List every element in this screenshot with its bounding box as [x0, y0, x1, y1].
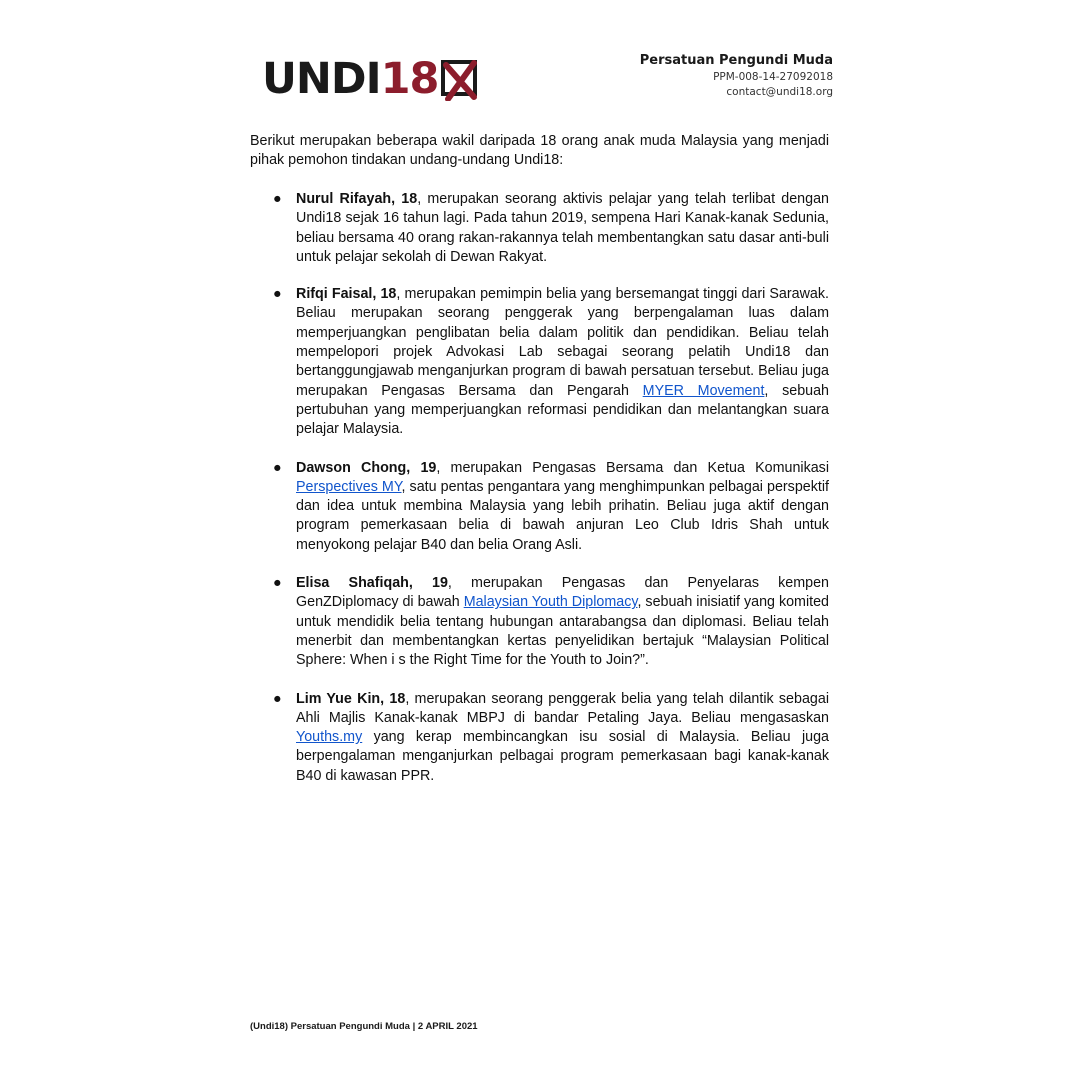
person-description: , merupakan Pengasas dan Penyelaras kempen GenZDiplomacy di bawah	[296, 575, 829, 611]
list-item	[250, 690, 829, 786]
list-item	[250, 190, 829, 267]
bullet-icon: ●	[273, 459, 282, 476]
person-name: Dawson Chong, 19	[296, 459, 437, 476]
person-description: , merupakan pemimpin belia yang bersemangat tinggi dari Sarawak. Beliau merupakan seorang penggerak yang berpengalaman luas dalam memperjuangkan penglibatan belia dalam politik dan pendidikan. Beliau telah mempelopori projek Advokasi Lab sebagai seorang pelatih Undi18 dan bertanggungjawab menganjurkan program di bawah persatuan tersebut. Beliau juga merupakan Pengasas Bersama dan Pengarah	[296, 286, 829, 399]
list-item	[250, 285, 829, 439]
myer-movement-link[interactable]: MYER Movement	[642, 382, 765, 399]
bullet-icon: ●	[273, 690, 282, 707]
page-footer: (Undi18) Persatuan Pengundi Muda | 2 APRIL 2021	[250, 1021, 478, 1032]
person-description-cont: , sebuah pertubuhan yang memperjuangkan reformasi pendidikan dan melantangkan suara pelajar Malaysia.	[296, 382, 829, 438]
intro-paragraph: Berikut merupakan beberapa wakil daripada 18 orang anak muda Malaysia yang menjadi pihak pemohon tindakan undang-undang Undi18:	[250, 133, 829, 169]
org-email: contact@undi18.org	[726, 86, 833, 98]
petitioner-list	[250, 190, 829, 786]
list-item	[250, 574, 829, 670]
youths-my-link[interactable]: Youths.my	[296, 729, 363, 746]
person-description-cont: yang kerap membincangkan isu sosial di Malaysia. Beliau juga berpengalaman menganjurkan pelbagai program pemerkasaan bagi kanak-kanak B40 di kawasan PPR.	[296, 729, 829, 784]
undi18-logo	[262, 54, 480, 104]
person-description-cont: , sebuah inisiatif yang komited untuk mendidik belia tentang hubungan antarabangsa dan diplomasi. Beliau telah menerbit dan membentangkan kertas penyelidikan bertajuk “Malaysian Political Sphere: When i s the Right Time for the Youth to Join?”.	[296, 594, 830, 669]
logo-text-undi: UNDI	[262, 53, 381, 104]
org-name: Persatuan Pengundi Muda	[639, 53, 833, 68]
person-name: Lim Yue Kin, 18	[296, 690, 406, 707]
bullet-icon: ●	[273, 575, 282, 592]
person-name: Rifqi Faisal, 18	[296, 286, 397, 303]
person-name: Elisa Shafiqah, 19	[296, 575, 448, 592]
person-description: , merupakan Pengasas Bersama dan Ketua Komunikasi	[436, 459, 829, 476]
person-name: Nurul Rifayah, 18	[296, 191, 418, 207]
organization-info	[640, 52, 833, 100]
logo-text-18: 18	[380, 53, 439, 104]
perspectives-my-link[interactable]: Perspectives MY	[296, 478, 402, 495]
org-registration: PPM-008-14-27092018	[713, 71, 833, 83]
person-description-cont: , satu pentas pengantara yang menghimpunkan pelbagai perspektif dan idea untuk membina Malaysia yang lebih prihatin. Beliau juga aktif dengan program pemerkasaan belia di bawah anjuran Leo Club Idris Shah untuk menyokong pelajar B40 dan belia Orang Asli.	[296, 478, 829, 553]
ballot-cross-icon	[440, 57, 480, 101]
person-description: , merupakan seorang penggerak belia yang telah dilantik sebagai Ahli Majlis Kanak-kanak MBPJ di bandar Petaling Jaya. Beliau mengasaskan	[296, 690, 829, 726]
list-item	[250, 459, 829, 555]
bullet-icon: ●	[273, 191, 282, 207]
person-description: , merupakan seorang aktivis pelajar yang telah terlibat dengan Undi18 sejak 16 tahun lagi. Pada tahun 2019, sempena Hari Kanak-kanak Sedunia, beliau bersama 40 orang rakan-rakannya telah membentangkan satu dasar anti-buli untuk pelajar sekolah di Dewan Rakyat.	[296, 191, 829, 265]
bullet-icon: ●	[273, 286, 282, 303]
malaysian-youth-diplomacy-link[interactable]: Malaysian Youth Diplomacy	[463, 594, 638, 611]
